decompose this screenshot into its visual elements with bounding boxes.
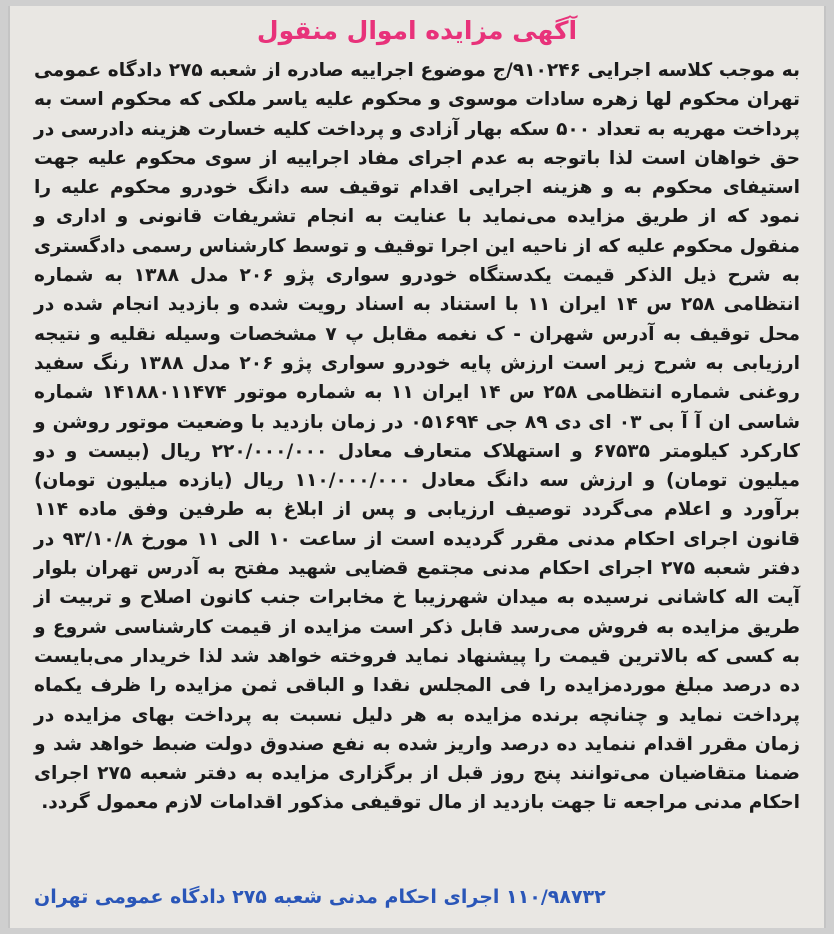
notice-title: آگهی مزایده اموال منقول (256, 16, 578, 45)
newspaper-notice (8, 6, 826, 928)
notice-body: به موجب کلاسه اجرایی ۹۱۰۲۴۶/ج موضوع اجراییه صادره از شعبه ۲۷۵ دادگاه عمومی تهران محکوم لها زهره سادات موسوی و محکوم علیه یاسر ملکی که محکوم است به پرداخت مهریه به تعداد ۵۰۰ سکه بهار آزادی و پرداخت کلیه خسارت هزینه دادرسی در حق خواهان است لذا باتوجه به عدم اجرای مفاد اجراییه از سوی محکوم علیه جهت استیفای محکوم به و هزینه اجرایی اقدام توقیف سه دانگ خودرو محکوم علیه را نمود که از طریق مزایده می‌نماید با عنایت به انجام تشریفات قانونی و اداری و منقول محکوم علیه که از ناحیه این اجرا توقیف و توسط کارشناس رسمی دادگستری به شرح ذیل الذکر قیمت یکدستگاه خودرو سواری پژو ۲۰۶ مدل ۱۳۸۸ به شماره انتظامی ۲۵۸ س ۱۴ ایران ۱۱ با استناد به اسناد رویت شده و بازدید انجام شده در محل توقیف به آدرس شهران - ک نغمه مقابل پ ۷ مشخصات وسیله نقلیه و نتیجه ارزیابی به شرح زیر است ارزش پایه خودرو سواری پژو ۲۰۶ مدل ۱۳۸۸ رنگ سفید روغنی شماره انتظامی ۲۵۸ س ۱۴ ایران ۱۱ به شماره موتور ۱۴۱۸۸۰۱۱۴۷۴ شماره شاسی ان آ آ بی ۰۳ ای دی ۸۹ جی ۰۵۱۶۹۴ در زمان بازدید با وضعیت موتور روشن و کارکرد کیلومتر ۶۷۵۳۵ و استهلاک متعارف معادل ۲۲۰/۰۰۰/۰۰۰ ریال (بیست و دو میلیون تومان) و ارزش سه دانگ معادل ۱۱۰/۰۰۰/۰۰۰ ریال (یازده میلیون تومان) برآورد و اعلام می‌گردد توصیف ارزیابی و پس از ابلاغ به طرفین وفق ماده ۱۱۴ قانون اجرای احکام مدنی مقرر گردیده است از ساعت ۱۰ الی ۱۱ مورخ ۹۳/۱۰/۸ در دفتر شعبه ۲۷۵ اجرای احکام مدنی مجتمع قضایی شهید مفتح به آدرس تهران بلوار آیت اله کاشانی نرسیده به میدان شهرزیبا خ مخابرات جنب کانون اصلاح و تربیت از طریق مزایده به فروش می‌رسد قابل ذکر است مزایده از قیمت کارشناسی شروع و به کسی که بالاترین قیمت را پیشنهاد نماید فروخته خواهد شد لذا خریدار می‌بایست ده درصد مبلغ موردمزایده را فی المجلس نقدا و الباقی ثمن مزایده را ظرف یکماه پرداخت نماید و چنانچه برنده مزایده به هر دلیل نسبت به پرداخت بهای مزایده در زمان مقرر اقدام ننماید ده درصد واریز شده به نفع صندوق دولت ضبط خواهد شد و ضمنا متقاضیان می‌توانند پنج روز قبل از برگزاری مزایده به دفتر شعبه ۲۷۵ اجرای احکام مدنی مراجعه تا جهت بازدید از مال توقیفی مذکور اقدامات لازم معمول گردد. (34, 60, 801, 814)
notice-footer: ۱۱۰/۹۸۷۳۲ اجرای احکام مدنی شعبه ۲۷۵ دادگاه عمومی تهران (34, 886, 606, 908)
